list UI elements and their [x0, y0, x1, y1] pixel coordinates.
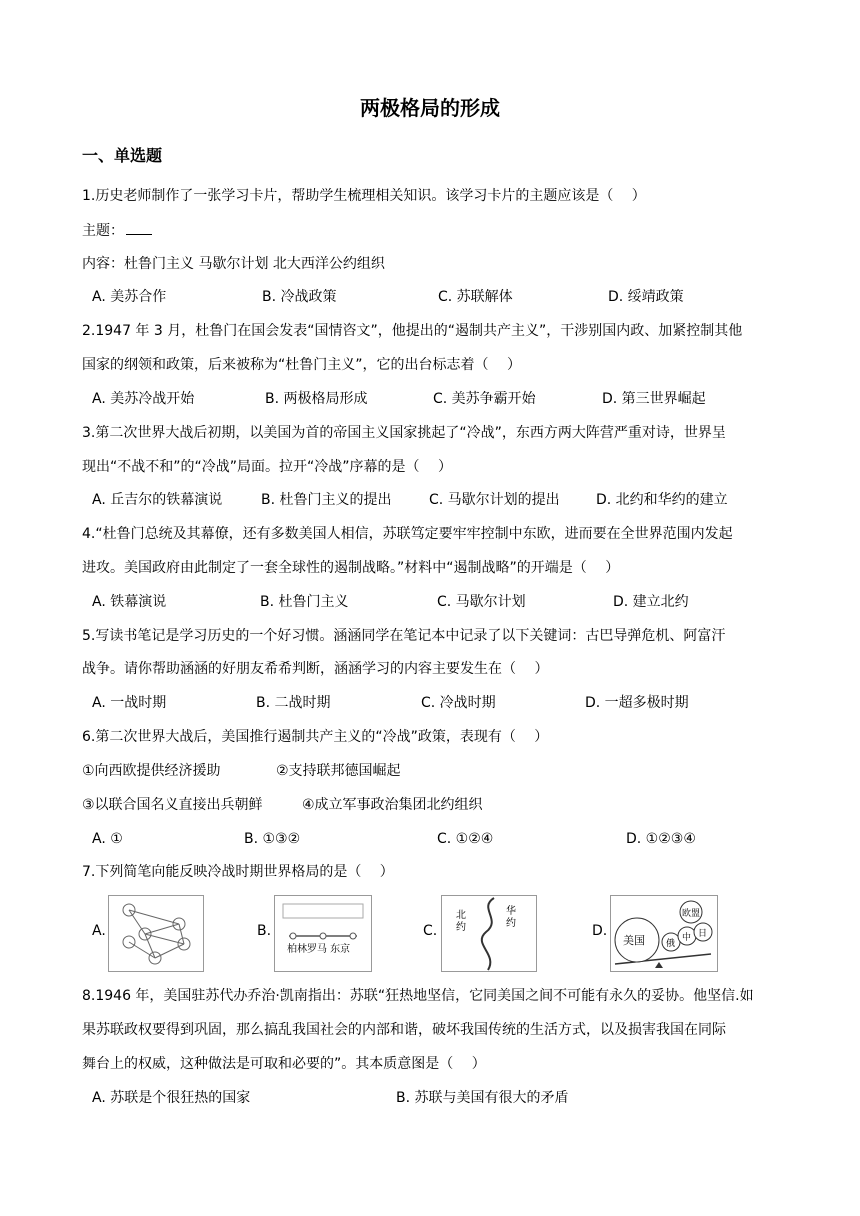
q5-option-d[interactable]: D. 一超多极时期 — [585, 695, 689, 711]
q2-option-a[interactable]: A. 美苏冷战开始 — [92, 391, 195, 407]
q8-stem-line2: 果苏联政权要得到巩固，那么搞乱我国社会的内部和谐，破坏我国传统的生活方式，以及损害我国在同际 — [82, 1022, 726, 1038]
q3-stem-line2: 现出“不战不和”的“冷战”局面。拉开“冷战”序幕的是（ ） — [82, 459, 452, 475]
q1-topic-label: 主题： — [82, 223, 124, 239]
q2-stem-line2: 国家的纲领和政策，后来被称为“杜鲁门主义”，它的出台标志着（ ） — [82, 357, 521, 373]
network-diagram-icon — [109, 896, 203, 971]
q1-blank — [126, 220, 152, 235]
q6-item-4: ④成立军事政治集团北约组织 — [302, 797, 483, 813]
q7-fig-d-big: 美国 — [623, 934, 645, 947]
q7-fig-c-left: 北约 — [456, 910, 466, 933]
q7-fig-b-label: 柏林罗马 东京 — [287, 944, 351, 955]
q2-option-b[interactable]: B. 两极格局形成 — [265, 391, 368, 407]
q6-option-b[interactable]: B. ①③② — [244, 831, 301, 847]
q5-option-a[interactable]: A. 一战时期 — [92, 695, 167, 711]
q7-figure-a[interactable] — [108, 895, 204, 972]
q5-stem-line2: 战争。请你帮助涵涵的好朋友希希判断，涵涵学习的内容主要发生在（ ） — [82, 661, 549, 677]
q6-option-a[interactable]: A. ① — [92, 831, 123, 847]
q6-item-2: ②支持联邦德国崛起 — [276, 763, 401, 779]
q7-figure-c[interactable] — [441, 895, 537, 972]
q7-fig-d-r: 俄 — [666, 939, 676, 949]
q7-fig-d-j: 日 — [698, 929, 708, 939]
q1-option-a[interactable]: A. 美苏合作 — [92, 289, 167, 305]
section-heading: 一、单选题 — [82, 146, 163, 165]
q3-stem-line1: 3.第二次世界大战后初期，以美国为首的帝国主义国家挑起了“冷战”，东西方两大阵营严重对诗，世界呈 — [82, 425, 726, 441]
q7-fig-c-right: 华约 — [506, 906, 516, 929]
q2-option-d[interactable]: D. 第三世界崛起 — [602, 391, 706, 407]
q3-option-d[interactable]: D. 北约和华约的建立 — [596, 492, 728, 508]
q7-fig-d-e: 欧盟 — [682, 909, 701, 919]
q7-figure-b[interactable] — [274, 895, 372, 972]
q4-stem-line1: 4.“杜鲁门总统及其幕僚，还有多数美国人相信，苏联笃定要牢牢控制中东欧，进而要在全世界范围内发起 — [82, 526, 733, 542]
q6-item-3: ③以联合国名义直接出兵朝鲜 — [82, 797, 263, 813]
q7-figure-d[interactable] — [610, 895, 718, 972]
q1-stem: 1.历史老师制作了一张学习卡片，帮助学生梳理相关知识。该学习卡片的主题应该是（ ） — [82, 188, 646, 204]
q6-option-c[interactable]: C. ①②④ — [437, 831, 494, 847]
q1-topic — [82, 220, 152, 241]
q2-stem-line1: 2.1947 年 3 月，杜鲁门在国会发表“国情咨文”，他提出的“遏制共产主义”，干涉别国内政、加紧控制其他 — [82, 323, 743, 339]
q6-item-1: ①向西欧提供经济援助 — [82, 763, 221, 779]
q1-option-b[interactable]: B. 冷战政策 — [262, 289, 337, 305]
q4-option-a[interactable]: A. 铁幕演说 — [92, 594, 167, 610]
q7-option-b[interactable]: B. — [257, 923, 272, 939]
q3-option-c[interactable]: C. 马歇尔计划的提出 — [429, 492, 560, 508]
q6-stem: 6.第二次世界大战后，美国推行遏制共产主义的“冷战”政策，表现有（ ） — [82, 729, 549, 745]
q4-option-c[interactable]: C. 马歇尔计划 — [437, 594, 526, 610]
axis-line-icon — [275, 896, 371, 971]
q7-option-a[interactable]: A. — [92, 923, 106, 939]
q5-stem-line1: 5.写读书笔记是学习历史的一个好习惯。涵涵同学在笔记本中记录了以下关键词：古巴导弹危机、阿富汗 — [82, 628, 726, 644]
q8-stem-line1: 8.1946 年，美国驻苏代办乔治·凯南指出：苏联“狂热地坚信，它同美国之间不可能有永久的妥协。他坚信.如 — [82, 988, 754, 1004]
q5-option-b[interactable]: B. 二战时期 — [256, 695, 331, 711]
q6-option-d[interactable]: D. ①②③④ — [626, 831, 696, 847]
q5-option-c[interactable]: C. 冷战时期 — [421, 695, 496, 711]
q1-content: 内容：杜鲁门主义 马歇尔计划 北大西洋公约组织 — [82, 256, 385, 272]
q8-option-a[interactable]: A. 苏联是个很狂热的国家 — [92, 1090, 251, 1106]
page-title: 两极格局的形成 — [360, 96, 500, 120]
q1-option-c[interactable]: C. 苏联解体 — [438, 289, 513, 305]
q3-option-b[interactable]: B. 杜鲁门主义的提出 — [261, 492, 392, 508]
q4-option-d[interactable]: D. 建立北约 — [613, 594, 689, 610]
q7-fig-d-c: 中 — [682, 933, 692, 943]
q7-option-c[interactable]: C. — [423, 923, 438, 939]
q1-option-d[interactable]: D. 绥靖政策 — [608, 289, 684, 305]
q8-option-b[interactable]: B. 苏联与美国有很大的矛盾 — [396, 1090, 569, 1106]
q3-option-a[interactable]: A. 丘吉尔的铁幕演说 — [92, 492, 223, 508]
q2-option-c[interactable]: C. 美苏争霸开始 — [433, 391, 536, 407]
q8-stem-line3: 舞台上的权威，这种做法是可取和必要的”。其本质意图是（ ） — [82, 1056, 486, 1072]
q7-stem: 7.下列简笔向能反映冷战时期世界格局的是（ ） — [82, 864, 394, 880]
q4-option-b[interactable]: B. 杜鲁门主义 — [260, 594, 349, 610]
q7-option-d[interactable]: D. — [592, 923, 608, 939]
q4-stem-line2: 进攻。美国政府由此制定了一套全球性的遏制战略。”材料中“遏制战略”的开端是（ ） — [82, 560, 620, 576]
